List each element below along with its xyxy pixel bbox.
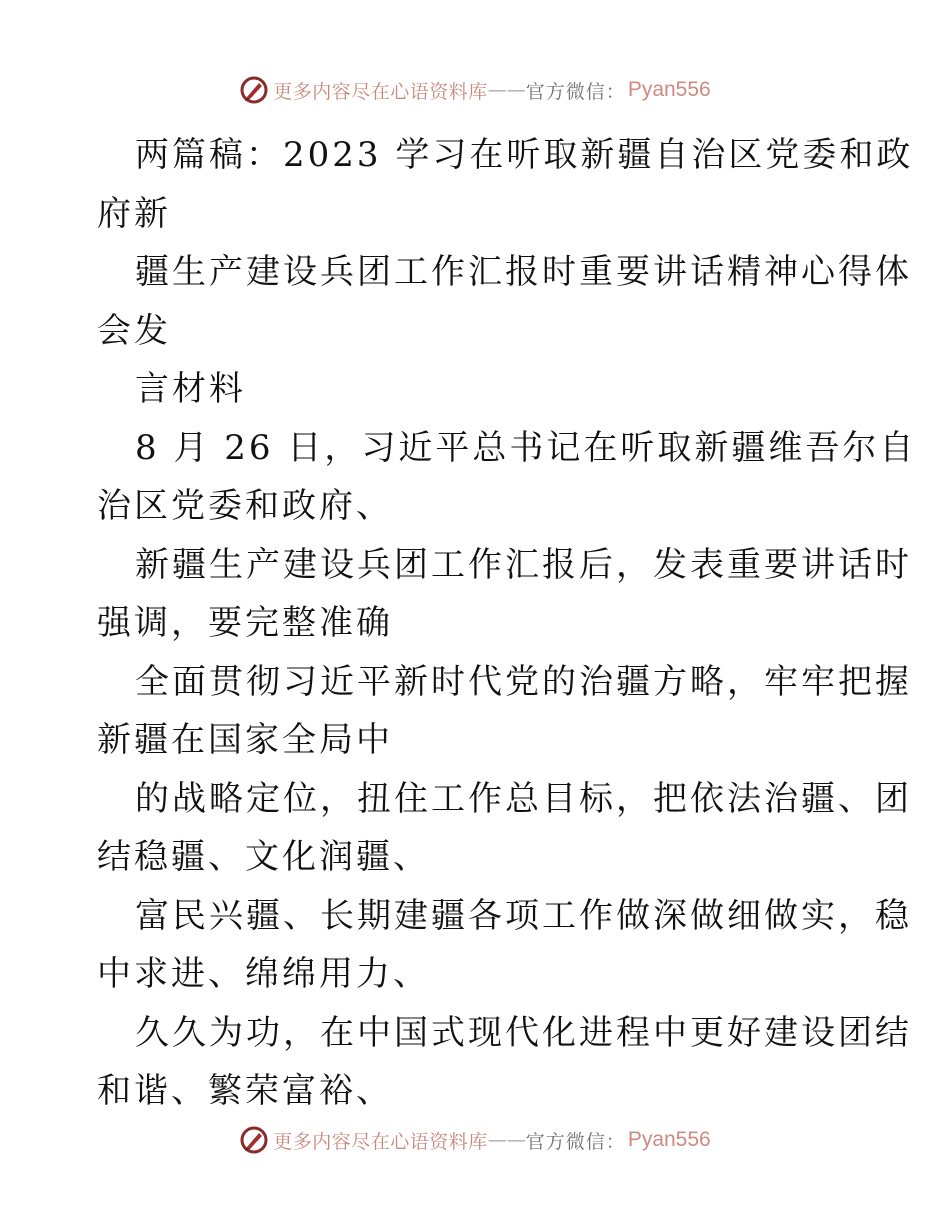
body-line: 结稳疆、文化润疆、: [97, 837, 430, 877]
body-line: 的战略定位，扭住工作总目标，把依法治疆、团: [135, 778, 912, 819]
title-line-5: 言材料: [135, 369, 246, 409]
promo-text: 更多内容尽在心语资料库: [273, 1130, 488, 1153]
title-line-3: 疆生产建设兵团工作汇报时重要讲话精神心得体: [135, 252, 912, 292]
body-line: 和谐、繁荣富裕、: [97, 1071, 393, 1111]
footer-banner: [0, 1122, 950, 1158]
body-line: 新疆在国家全局中: [97, 720, 393, 760]
body-line: 8 月 26 日，习近平总书记在听取新疆维吾尔自: [135, 427, 917, 468]
wechat-id: Pyan556: [627, 78, 711, 101]
header-banner: [0, 72, 950, 108]
promo-text: 更多内容尽在心语资料库: [273, 80, 488, 103]
quill-pen-logo-icon: [239, 75, 269, 105]
separator: ——: [487, 1129, 526, 1151]
body-line: 治区党委和政府、: [97, 486, 393, 526]
title-line-2: 府新: [97, 193, 171, 234]
body-line: 富民兴疆、长期建疆各项工作做深做细做实，稳: [135, 895, 912, 936]
document-body: [97, 126, 917, 1121]
quill-pen-logo-icon: [239, 1125, 269, 1155]
wechat-label: 官方微信：: [525, 1130, 626, 1153]
body-line: 久久为功，在中国式现代化进程中更好建设团结: [135, 1012, 912, 1053]
wechat-label: 官方微信：: [525, 80, 626, 103]
body-line: 新疆生产建设兵团工作汇报后，发表重要讲话时: [135, 544, 912, 585]
body-line: 中求进、绵绵用力、: [97, 954, 430, 994]
wechat-id: Pyan556: [627, 1128, 711, 1151]
separator: ——: [487, 79, 526, 101]
title-line-1: 两篇稿：2023 学习在听取新疆自治区党委和政: [135, 135, 914, 175]
body-line: 全面贯彻习近平新时代党的治疆方略，牢牢把握: [135, 661, 912, 702]
body-line: 强调，要完整准确: [97, 603, 393, 643]
title-line-4: 会发: [97, 310, 171, 351]
